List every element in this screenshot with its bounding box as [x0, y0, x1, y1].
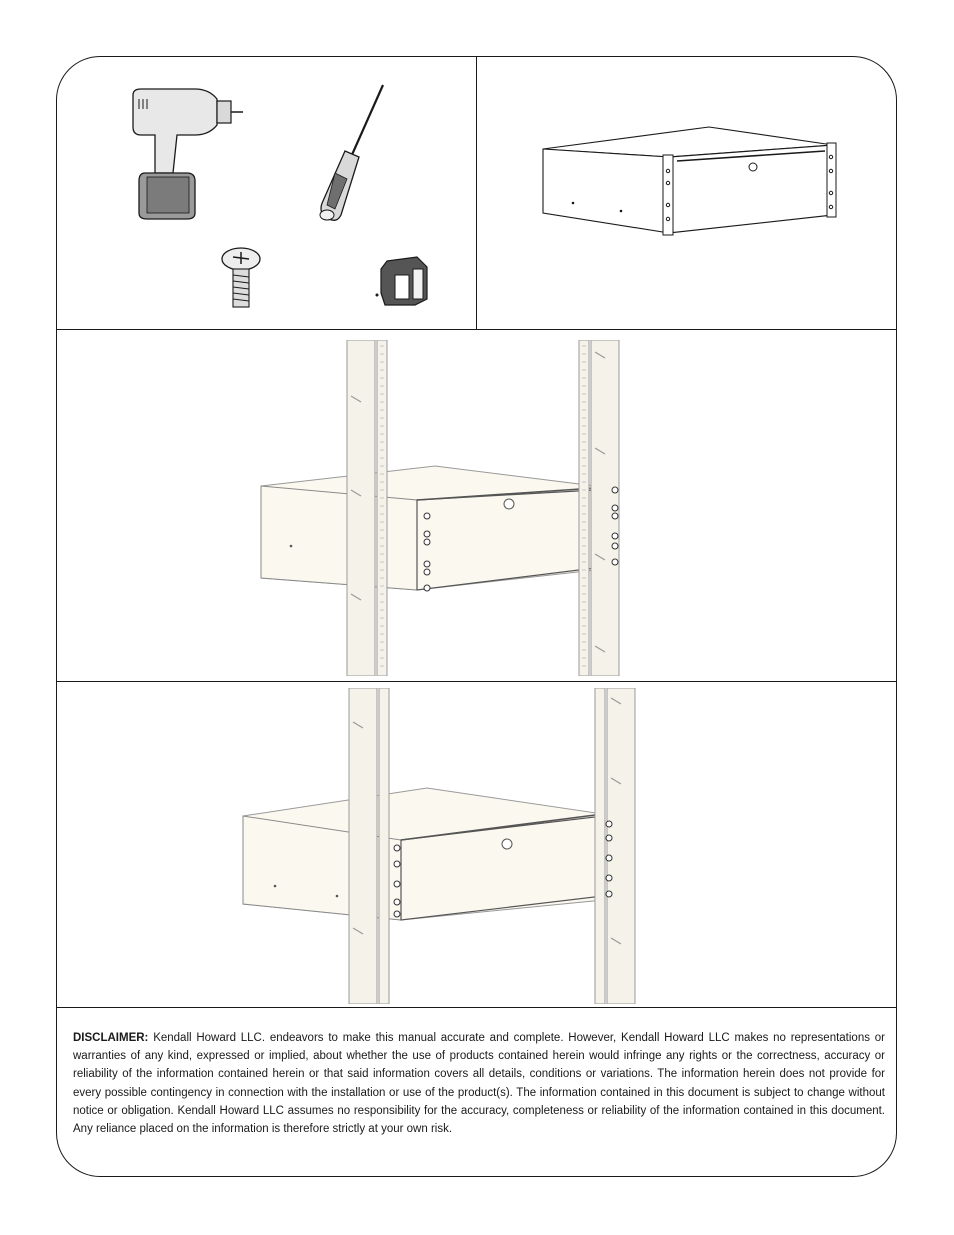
disclaimer-label: DISCLAIMER: — [73, 1032, 149, 1044]
disclaimer-section — [57, 1008, 896, 1177]
rack-installed-drawer-illustration — [217, 688, 725, 1004]
tools-row — [57, 57, 896, 330]
rack-drawer-illustration — [541, 125, 837, 237]
cordless-drill-icon — [125, 85, 245, 225]
manual-frame — [56, 56, 897, 1177]
screw-icon — [219, 245, 263, 311]
product-panel — [477, 57, 897, 329]
disclaimer-paragraph — [73, 1029, 885, 1138]
disclaimer-text: Kendall Howard LLC. endeavors to make this manual accurate and complete. However, Kendall Howard LLC makes no representations or warranties of any kind, expressed or implied, about whether the use of products contained herein would infringe any rights or the correctness, accuracy or reliability of the information contained herein or that said information covers all details, conditions or variations. The information herein does not provide for every possible contingency in connection with the installation or use of the product(s). The information contained in this document is subject to change without notice or obligation. Kendall Howard LLC assumes no responsibility for the accuracy, completeness or reliability of the information contained in this document. Any reliance placed on the information is therefore strictly at your own risk. — [73, 1032, 885, 1136]
cage-nut-icon — [373, 253, 435, 309]
screwdriver-icon — [307, 81, 397, 229]
install-step-1 — [57, 330, 896, 682]
required-tools-panel — [57, 57, 477, 329]
install-step-2 — [57, 682, 896, 1008]
rack-install-with-screws-illustration — [239, 340, 719, 676]
